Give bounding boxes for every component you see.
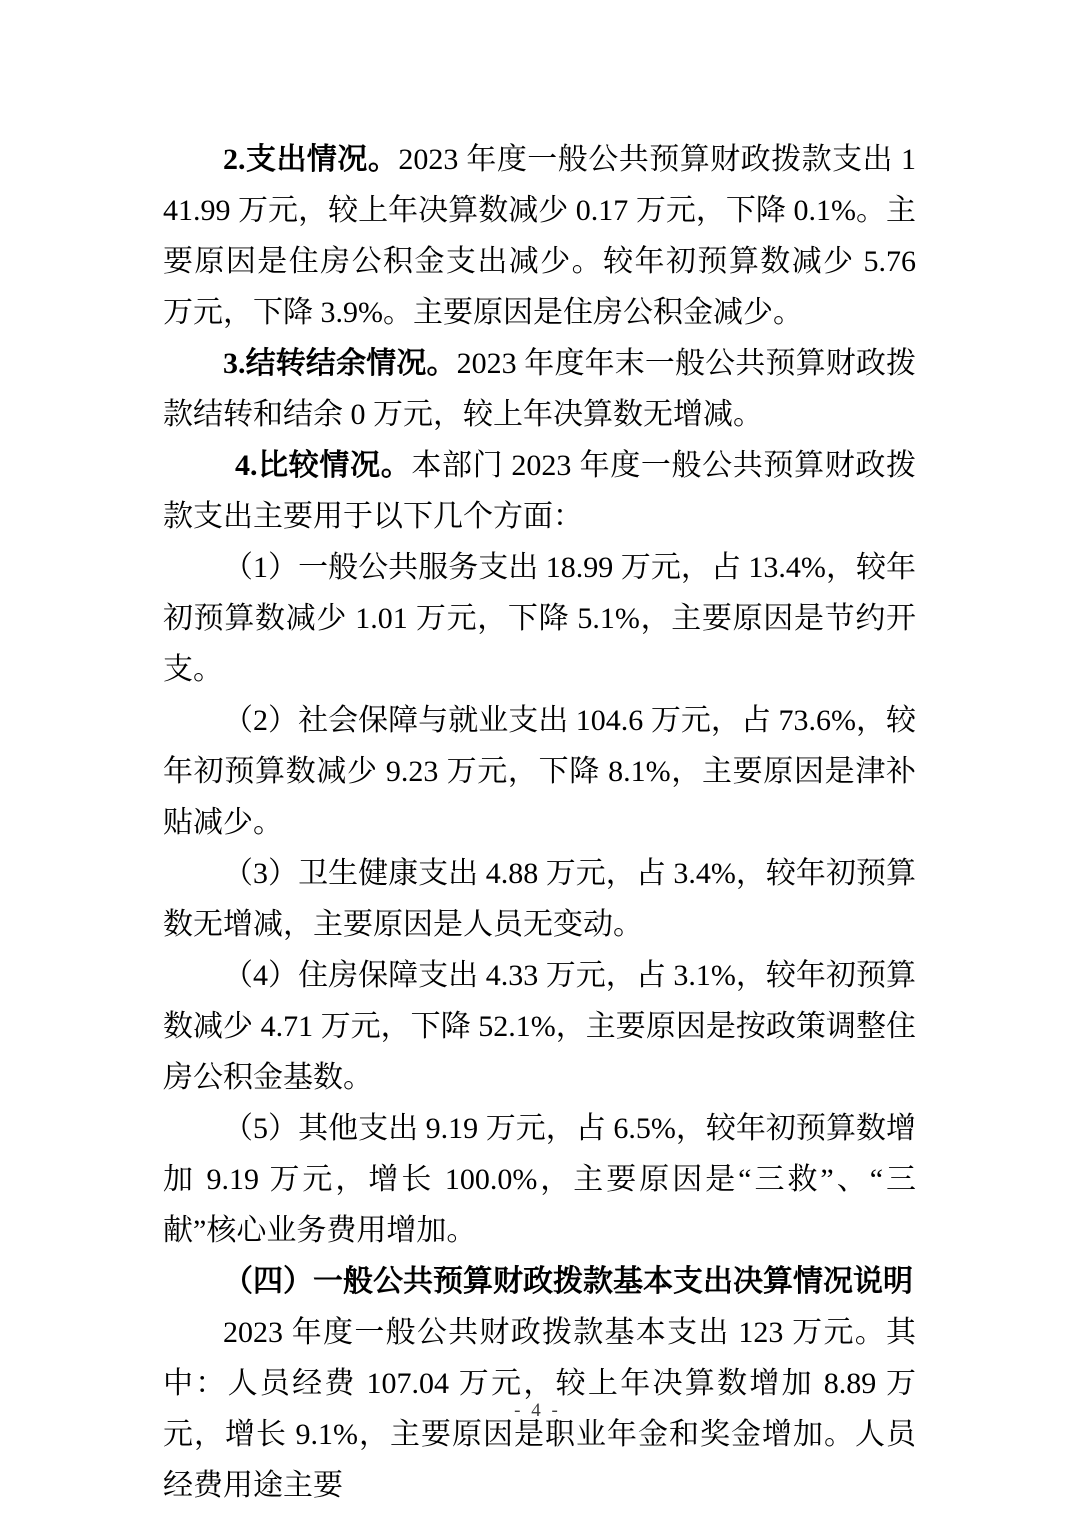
- list-item-social-security-employment: [163, 695, 916, 848]
- paragraph-basic-expenditure-text: 2023 年度一般公共财政拨款基本支出 123 万元。其中：人员经费 107.04 万元，较上年决算数增加 8.89 万元，增长 9.1%，主要原因是职业年金和奖金增加。人员经费用途主要: [163, 1316, 916, 1502]
- section-heading-basic-expenditure-text: （四）一般公共预算财政拨款基本支出决算情况说明: [223, 1265, 913, 1298]
- paragraph-comparison-lead: 4.比较情况。: [235, 449, 412, 482]
- document-body: [163, 134, 916, 1511]
- paragraph-carryover: [163, 338, 916, 440]
- list-item-health-text: （3）卫生健康支出 4.88 万元，占 3.4%，较年初预算数无增减，主要原因是人员无变动。: [163, 857, 916, 941]
- list-item-other-expenditure-text: （5）其他支出 9.19 万元，占 6.5%，较年初预算数增加 9.19 万元，增长 100.0%，主要原因是“三救”、“三献”核心业务费用增加。: [163, 1112, 916, 1247]
- list-item-health: [163, 848, 916, 950]
- paragraph-comparison: [163, 440, 916, 542]
- paragraph-carryover-lead: 3.结转结余情况。: [223, 347, 457, 380]
- list-item-housing-security: [163, 950, 916, 1103]
- list-item-other-expenditure: [163, 1103, 916, 1256]
- section-heading-basic-expenditure: [163, 1256, 916, 1307]
- paragraph-comparison-text: 本部门 2023 年度一般公共预算财政拨款支出主要用于以下几个方面：: [163, 449, 917, 533]
- list-item-general-public-services-text: （1）一般公共服务支出 18.99 万元，占 13.4%，较年初预算数减少 1.01 万元，下降 5.1%，主要原因是节约开支。: [163, 551, 916, 686]
- paragraph-expenditure-lead: 2.支出情况。: [223, 143, 399, 176]
- list-item-general-public-services: [163, 542, 916, 695]
- list-item-housing-security-text: （4）住房保障支出 4.33 万元，占 3.1%，较年初预算数减少 4.71 万元，下降 52.1%，主要原因是按政策调整住房公积金基数。: [163, 959, 916, 1094]
- paragraph-expenditure: [163, 134, 916, 338]
- list-item-social-security-employment-text: （2）社会保障与就业支出 104.6 万元，占 73.6%，较年初预算数减少 9.23 万元，下降 8.1%，主要原因是津补贴减少。: [163, 704, 916, 839]
- paragraph-carryover-text: 2023 年度年末一般公共预算财政拨款结转和结余 0 万元，较上年决算数无增减。: [163, 347, 917, 431]
- page-number: - 4 -: [514, 1400, 561, 1421]
- paragraph-expenditure-text: 2023 年度一般公共预算财政拨款支出 141.99 万元，较上年决算数减少 0.17 万元，下降 0.1%。主要原因是住房公积金支出减少。较年初预算数减少 5.76 万元，下降 3.9%。主要原因是住房公积金减少。: [163, 143, 917, 329]
